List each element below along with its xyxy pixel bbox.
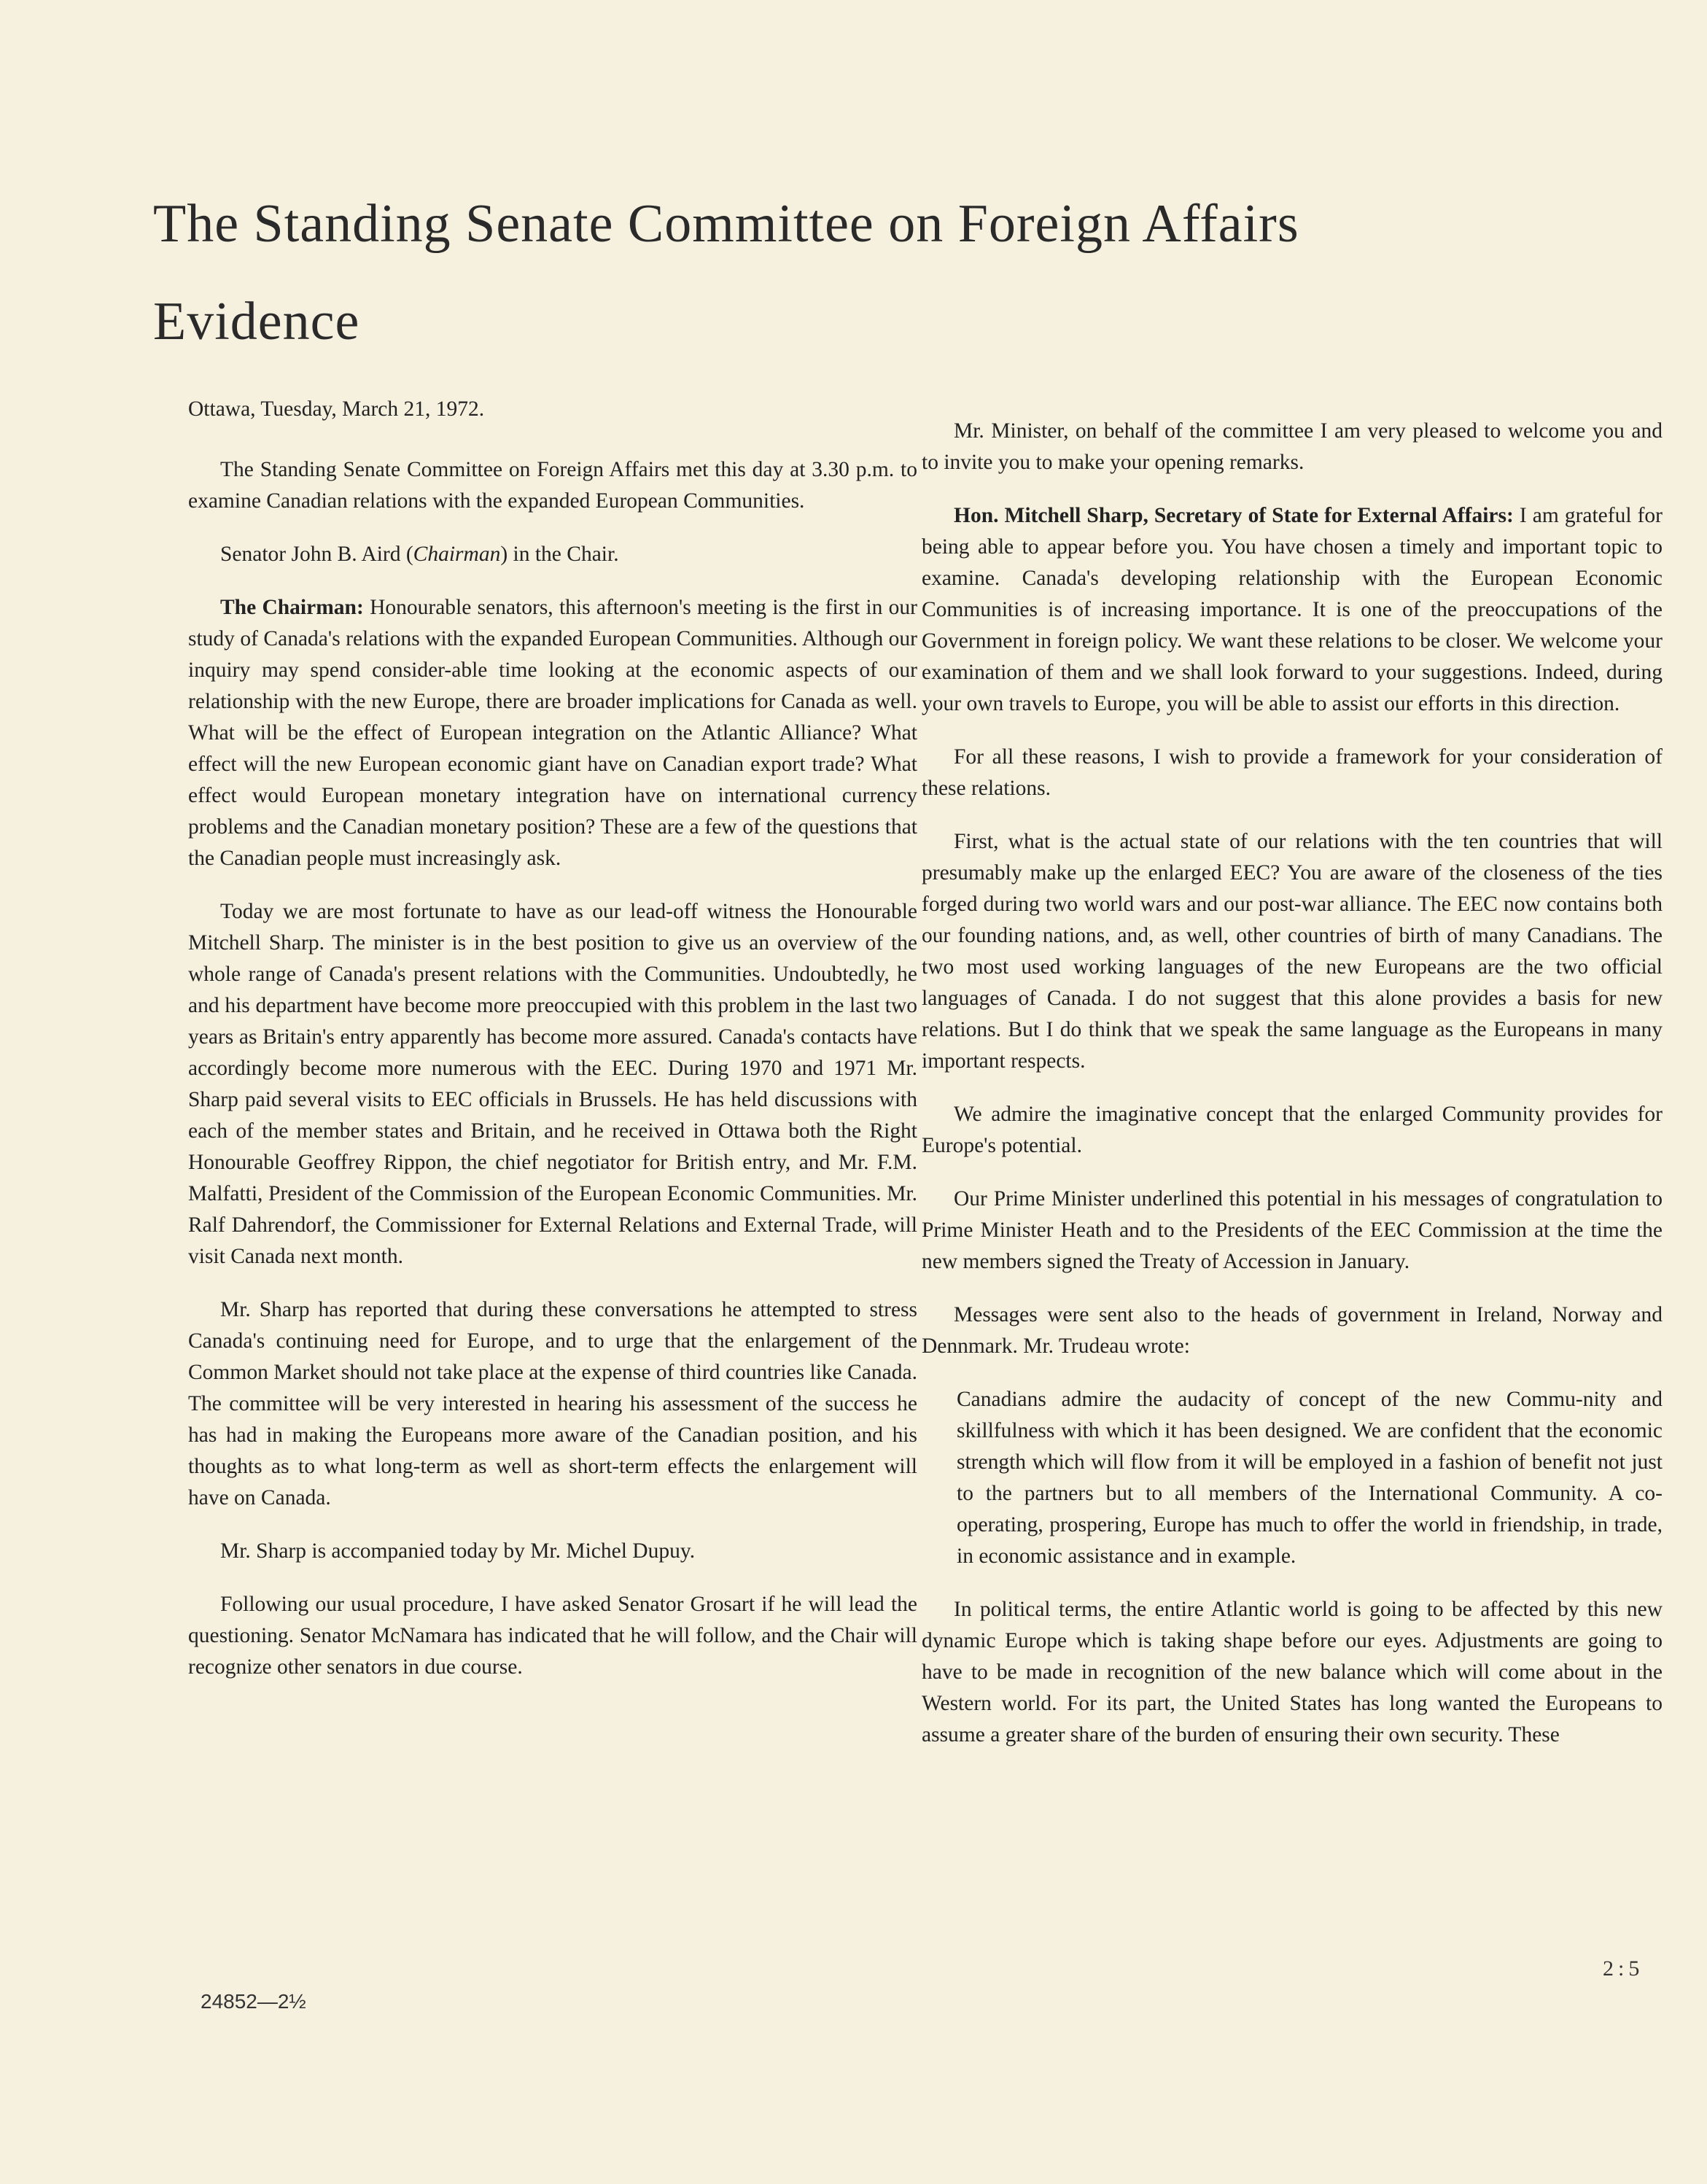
paragraph: Mr. Sharp is accompanied today by Mr. Michel Dupuy.	[220, 1539, 696, 1563]
left-column	[188, 394, 917, 1705]
paragraph: Today we are most fortunate to have as our lead-off witness the Honourable Mitchell Sharp. The minister is in the best position to give us an overview of the whole range of Canada's present relations with the Communities. Undoubtedly, he and his department have become more preoccupied with this problem in the last two years as Britain's entry apparently has become more assured. Canada's contacts have accordingly become more numerous with the EEC. During 1970 and 1971 Mr. Sharp paid several visits to EEC officials in Brussels. He has held discussions with each of the member states and Britain, and he received in Ottawa both the Right Honourable Geoffrey Rippon, the chief negotiator for British entry, and Mr. F.M. Malfatti, President of the Commission of the European Economic Communities. Mr. Ralf Dahrendorf, the Commissioner for External Relations and External Trade, will visit Canada next month.	[188, 900, 917, 1268]
speaker-label: The Chairman:	[220, 596, 364, 619]
paragraph	[922, 500, 1663, 720]
paragraph: Following our usual procedure, I have asked Senator Grosart if he will lead the questioning. Senator McNamara has indicated that he will follow, and the Chair will recognize other senators in due course.	[188, 1593, 917, 1679]
block-quote	[957, 1384, 1663, 1572]
speech-text: I am grateful for being able to appear before you. You have chosen a timely and important topic to examine. Canada's developing relationship with the European Economic Communities is of increasing importance. It is one of the preoccupations of the Government in foreign policy. We want these relations to be closer. We welcome your examination of them and we shall look forward to your suggestions. Indeed, during your own travels to Europe, you will be able to assist our efforts in this direction.	[922, 504, 1663, 715]
speaker-label: Hon. Mitchell Sharp, Secretary of State for External Affairs:	[954, 504, 1514, 527]
paragraph: First, what is the actual state of our relations with the ten countries that will presumably make up the enlarged EEC? You are aware of the closeness of the ties forged during two world wars and our post-war alliance. The EEC now contains both our founding nations, and, as well, other countries of birth of many Canadians. The two most used working languages of the new Europeans are the two official languages of Canada. I do not suggest that this alone provides a basis for new relations. But I do think that we speak the same language as the Europeans in many important respects.	[922, 830, 1663, 1073]
paragraph: Our Prime Minister underlined this potential in his messages of congratulation to Prime Minister Heath and to the Presidents of the EEC Commission at the time the new members signed the Treaty of Accession in January.	[922, 1187, 1663, 1273]
title-line-1: The Standing Senate Committee on Foreign Affairs	[153, 194, 1299, 254]
chair-role: Chairman	[413, 543, 501, 566]
paragraph: For all these reasons, I wish to provide a framework for your consideration of these relations.	[922, 745, 1663, 800]
paragraph: We admire the imaginative concept that the enlarged Community provides for Europe's potential.	[922, 1103, 1663, 1157]
chair-suffix: ) in the Chair.	[500, 543, 619, 566]
paragraph: In political terms, the entire Atlantic world is going to be affected by this new dynamic Europe which is taking shape before our eyes. Adjustments are going to have to be made in recognition of the new balance which will come about in the Western world. For its part, the United States has long wanted the Europeans to assume a greater share of the burden of ensuring their own security. These	[922, 1598, 1663, 1746]
page-number: 2:5	[1603, 1956, 1644, 1981]
speech-text: Honourable senators, this afternoon's meeting is the first in our study of Canada's relations with the expanded European Communities. Although our inquiry may spend consider-able time looking at the economic aspects of our relationship with the new Europe, there are broader implications for Canada as well. What will be the effect of European integration on the Atlantic Alliance? What effect will the new European economic giant have on Canadian export trade? What effect would European monetary integration have on international currency problems and the Canadian monetary position? These are a few of the questions that the Canadian people must increasingly ask.	[188, 596, 917, 870]
dateline: Ottawa, Tuesday, March 21, 1972.	[188, 397, 485, 421]
chair-prefix: Senator John B. Aird (	[220, 543, 413, 566]
chair-line	[188, 539, 917, 570]
paragraph: The Standing Senate Committee on Foreign Affairs met this day at 3.30 p.m. to examine Canadian relations with the expanded European Communities.	[188, 458, 917, 513]
quote-text: Canadians admire the audacity of concept of the new Commu-nity and skillfulness with which it has been designed. We are confident that the economic strength which will flow from it will be employed in a fashion of benefit not just to the partners but to all members of the International Community. A co-operating, prospering, Europe has much to offer the world in friendship, in trade, in economic assistance and in example.	[957, 1388, 1663, 1568]
paragraph: Messages were sent also to the heads of government in Ireland, Norway and Dennmark. Mr. Trudeau wrote:	[922, 1303, 1663, 1358]
title-line-2: Evidence	[153, 292, 360, 351]
right-column	[922, 416, 1663, 1773]
paragraph	[188, 592, 917, 874]
page-title	[153, 175, 1539, 370]
paragraph: Mr. Minister, on behalf of the committee I am very pleased to welcome you and to invite you to make your opening remarks.	[922, 419, 1663, 474]
print-code: 24852—2½	[201, 1990, 306, 2013]
paragraph: Mr. Sharp has reported that during these conversations he attempted to stress Canada's continuing need for Europe, and to urge that the enlargement of the Common Market should not take place at the expense of third countries like Canada. The committee will be very interested in hearing his assessment of the success he has had in making the Europeans more aware of the Canadian position, and his thoughts as to what long-term as well as short-term effects the enlargement will have on Canada.	[188, 1298, 917, 1509]
